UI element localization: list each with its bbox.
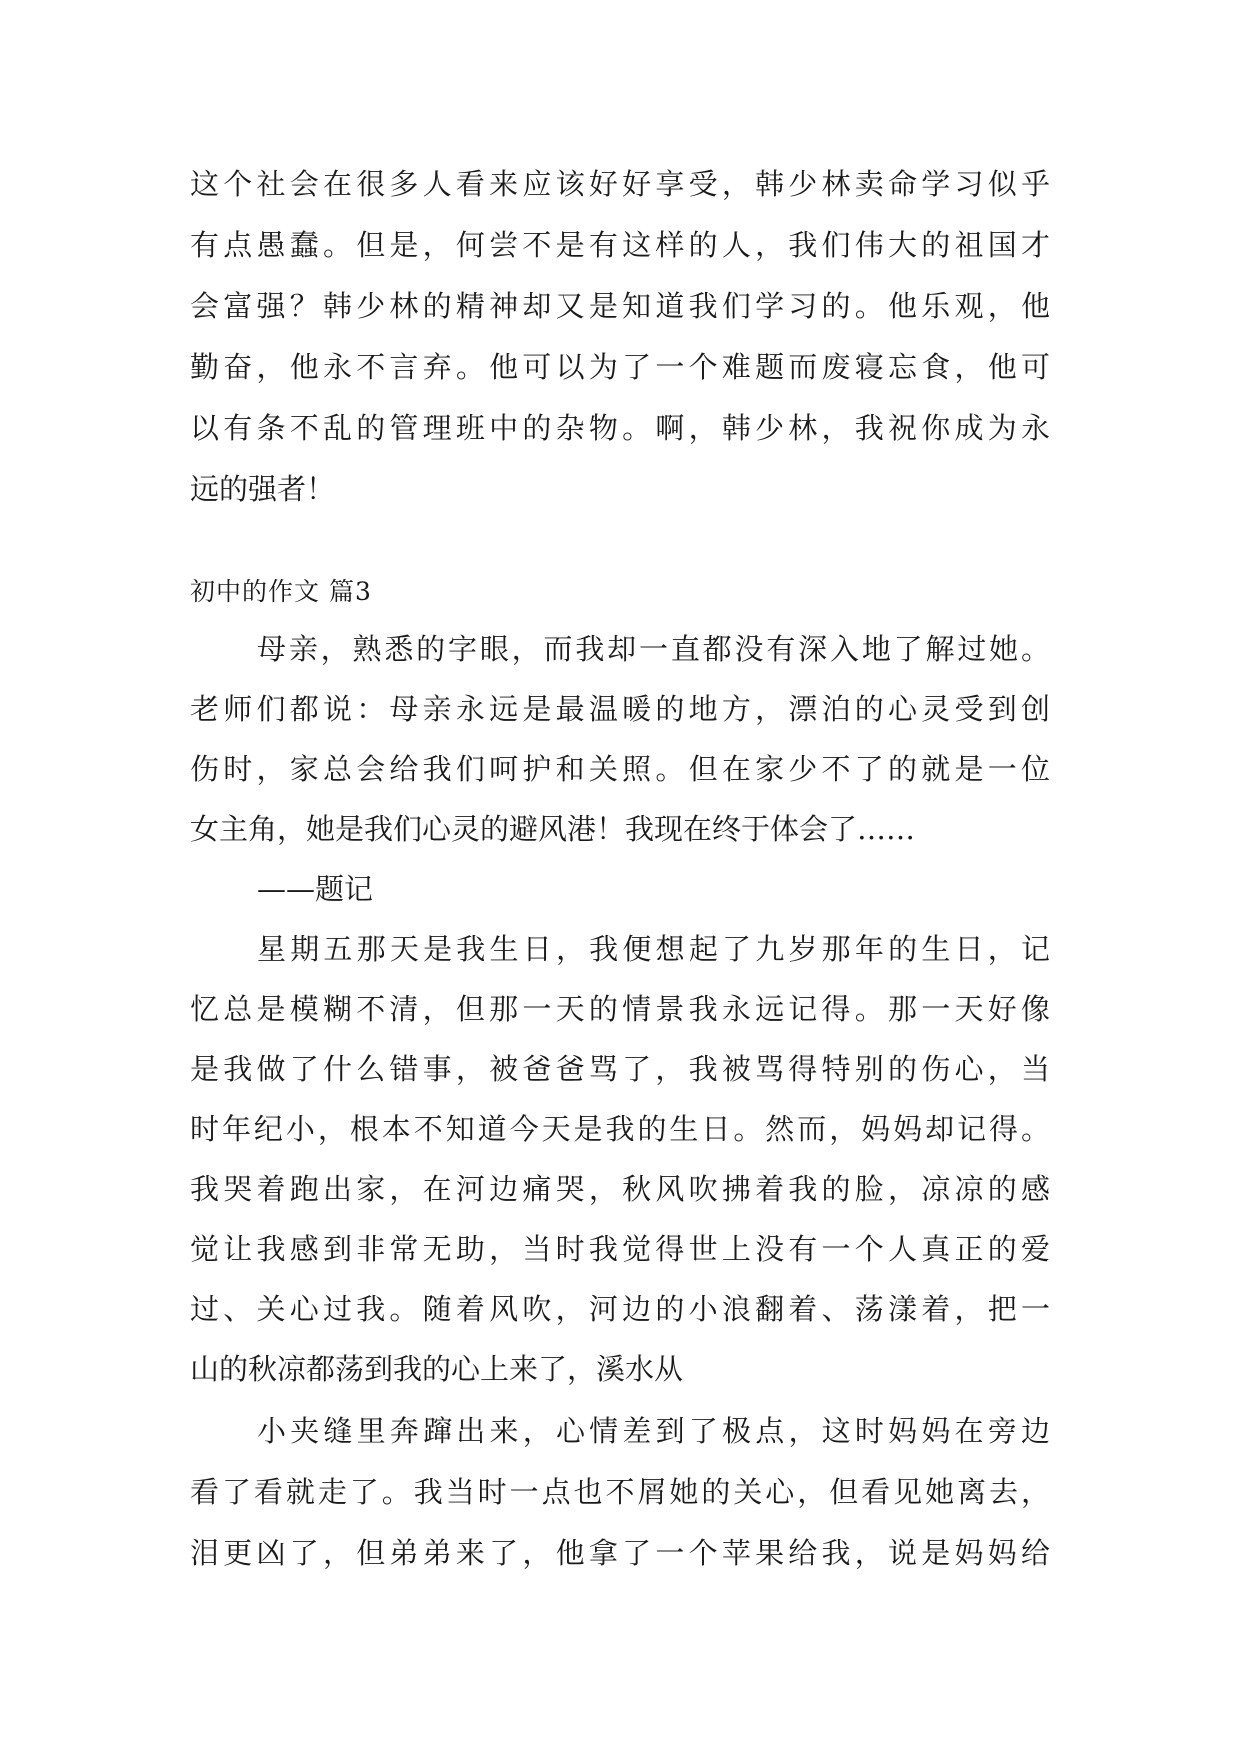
paragraph-line: 有点愚蠢。但是，何尝不是有这样的人，我们伟大的祖国才 bbox=[190, 228, 1050, 262]
paragraph-line: 这个社会在很多人看来应该好好享受，韩少林卖命学习似乎 bbox=[190, 167, 1050, 201]
section-heading: 初中的作文 篇3 bbox=[190, 577, 372, 606]
paragraph-line: 女主角，她是我们心灵的避风港！我现在终于体会了…… bbox=[190, 812, 916, 846]
paragraph-line: 勤奋，他永不言弃。他可以为了一个难题而废寝忘食，他可 bbox=[190, 350, 1050, 384]
paragraph-line: 星期五那天是我生日，我便想起了九岁那年的生日，记 bbox=[257, 932, 1050, 966]
paragraph-line: 伤时，家总会给我们呵护和关照。但在家少不了的就是一位 bbox=[190, 752, 1050, 786]
paragraph-line: 母亲，熟悉的字眼，而我却一直都没有深入地了解过她。 bbox=[257, 632, 1050, 666]
paragraph-line: 远的强者！ bbox=[190, 472, 336, 506]
paragraph-line: 泪更凶了，但弟弟来了，他拿了一个苹果给我，说是妈妈给 bbox=[190, 1536, 1050, 1570]
paragraph-line: 我哭着跑出家，在河边痛哭，秋风吹拂着我的脸，凉凉的感 bbox=[190, 1172, 1050, 1206]
paragraph-line: 会富强？韩少林的精神却又是知道我们学习的。他乐观，他 bbox=[190, 289, 1050, 323]
paragraph-line: 时年纪小，根本不知道今天是我的生日。然而，妈妈却记得。 bbox=[190, 1112, 1050, 1146]
paragraph-line: 老师们都说：母亲永远是最温暖的地方，漂泊的心灵受到创 bbox=[190, 692, 1050, 726]
paragraph-line: 忆总是模糊不清，但那一天的情景我永远记得。那一天好像 bbox=[190, 992, 1050, 1026]
paragraph-line: 以有条不乱的管理班中的杂物。啊，韩少林，我祝你成为永 bbox=[190, 411, 1050, 445]
paragraph-line: 过、关心过我。随着风吹，河边的小浪翻着、荡漾着，把一 bbox=[190, 1292, 1050, 1326]
paragraph-line: 觉让我感到非常无助，当时我觉得世上没有一个人真正的爱 bbox=[190, 1232, 1050, 1266]
paragraph-line: 小夹缝里奔蹿出来，心情差到了极点，这时妈妈在旁边 bbox=[257, 1414, 1050, 1448]
paragraph-line: 看了看就走了。我当时一点也不屑她的关心，但看见她离去， bbox=[190, 1475, 1050, 1509]
inscription: ——题记 bbox=[257, 872, 374, 906]
paragraph-line: 山的秋凉都荡到我的心上来了，溪水从 bbox=[190, 1352, 684, 1386]
paragraph-line: 是我做了什么错事，被爸爸骂了，我被骂得特别的伤心，当 bbox=[190, 1052, 1050, 1086]
